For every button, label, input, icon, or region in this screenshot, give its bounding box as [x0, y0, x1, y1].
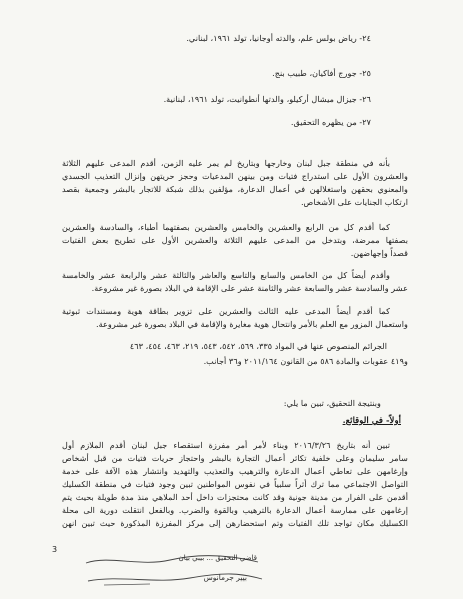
paragraph-1-line-4: ارتكاب الجنايات على الأشخاص. [300, 197, 408, 207]
list-item-26: ٢٦- جيزال ميشال أركيلو، والدتها أنطوانيت، تولد ١٩٦١، لبنانية. [163, 94, 371, 104]
paragraph-2-line-3: قصداً وإجهاضهن. [350, 248, 408, 258]
paragraph-1-line-2: والعشرون الأول على استدراج فتيات ومن بينهن المدعيات وحجز حريتهن وإنزال التعذيب الجسدي [62, 171, 408, 181]
articles-line-2: و٤١٩ عقوبات والمادة ٥٨٦ من القانون ٢٠١١/١٦٤ و٣٦ أجانب. [203, 356, 408, 366]
list-item-27: ٢٧- من يظهره التحقيق. [290, 117, 371, 127]
list-item-24: ٢٤- رياض بولس علم، والدته أوجانيا، تولد ١٩٦١، لبناني. [186, 33, 371, 43]
paragraph-3-line-1: وأقدم أيضاً كل من الخامس والسابع والتاسع والعاشر والثالثة عشر والرابعة عشر والخامسة [62, 270, 390, 280]
signature-line-1: قاضي التحقيق ... بيبي بيان [178, 554, 257, 562]
paragraph-2-line-2: بصفتها ممرضة، وبتدخل من المدعى عليهم الثلاثة والعشرين الأول على تطريح بعض الفتيات [62, 235, 408, 245]
section-heading-facts: أولاً- في الوقائع. [342, 416, 401, 426]
facts-line-6: إرغامهن على ممارسة أعمال الدعارة بالترهيب وبالقوة والضرب. وبالفعل انتقلت دورية الى محلة [62, 505, 408, 515]
facts-line-7: الكسليك مكان تواجد تلك الفتيات وتم استحضارهن إلى مركز المفرزة المذكورة حيث تبين انهن [62, 518, 408, 528]
facts-line-5: أقدمن على الفرار من مدينة جونية وقد كانت محتجزات داخل أحد الملاهي منذ مدة طويلة بحيث يتم [62, 492, 408, 502]
articles-line-1: الجرائم المنصوص عنها في المواد ٣٣٥، ٥٦٩، ٥٤٢، ٥٤٣، ٢١٩، ٤٦٣، ٤٥٤، ٤٦٣ [129, 341, 387, 351]
signature-block [80, 551, 265, 589]
signature-line-2: بيير جرمانوس [203, 573, 247, 582]
paragraph-3-line-2: عشر والسادسة عشر والسابعة عشر والثامنة عشر على الإقامة في البلاد بصورة غير مشروعة. [91, 283, 408, 293]
paragraph-2-line-1: كما أقدم كل من الرابع والعشرين والخامس والعشرين بصفتهما أطباء، والسادسة والعشرين [62, 222, 390, 232]
facts-line-2: سامر سليمان وعلى خلفية تكاثر أعمال التجارة بالبشر واحتجاز حريات فتيات من قبل أشخاص [62, 453, 408, 463]
facts-line-3: وإرغامهن على تعاطي أعمال الدعارة والترهيب والتعذيب والتهديد وانتشار هذه الآفة على خدمة [62, 466, 408, 476]
paragraph-1-line-3: والمعنوي بحقهن واستغلالهن في أعمال الدعارة، مؤلفين بذلك شبكة للاتجار بالبشر وجمعية بقصد [62, 184, 408, 194]
facts-line-1: تبين أنه بتاريخ ٢٠١٦/٣/٢٦ وبناء لأمر أمر مفرزة استقصاء جبل لبنان أقدم الملازم أول [62, 440, 391, 450]
facts-line-4: التواصل الاجتماعي مما ترك أثراً سلبياً في نفوس المواطنين تبين وجود فتيات في منطقة الكسليك [62, 479, 408, 489]
paragraph-1-line-1: بأنه في منطقة جبل لبنان وخارجها وبتاريخ لم يمر عليه الزمن، أقدم المدعى عليهم الثلاثة [62, 158, 390, 168]
paragraph-4-line-1: كما أقدم أيضاً المدعى عليه الثالث والعشرين على تزوير بطاقة هوية ومستندات ثبوتية [62, 306, 390, 316]
page-number: 3 [52, 545, 58, 554]
list-item-25: ٢٥- جورج أفاكيان، طبيب بنج. [272, 68, 371, 78]
investigation-result: وبنتيجة التحقيق، تبين ما يلي: [283, 398, 381, 408]
paragraph-4-line-2: واستعمال المزور مع العلم بالأمر وانتحال هوية مغايرة والإقامة في البلاد بصورة غير مشروعة. [95, 319, 408, 329]
